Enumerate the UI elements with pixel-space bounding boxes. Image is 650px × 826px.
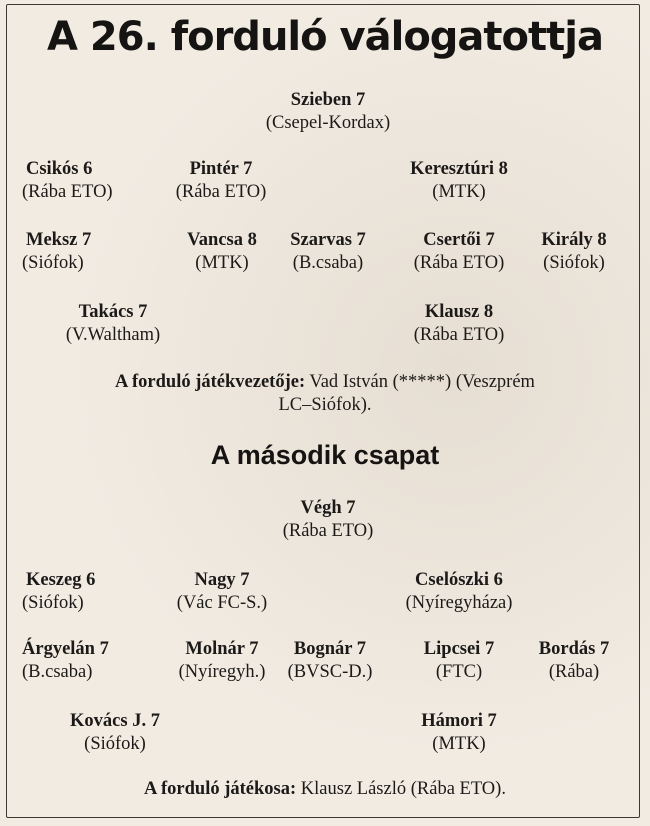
player-name: Nagy 7 [194, 570, 250, 590]
referee-value-continued: LC–Siófok). [278, 395, 372, 415]
player-name: Vancsa 8 [187, 230, 257, 250]
player-midfielder-1 [22, 229, 91, 275]
player-name: Pintér 7 [189, 159, 253, 179]
second-team-title: A második csapat [210, 440, 440, 470]
player-midfielder-4 [424, 638, 494, 684]
player-club: (Rába ETO) [22, 182, 113, 202]
player-name: Bognár 7 [293, 639, 367, 659]
player-name: Király 8 [541, 230, 607, 250]
player-club: (Rába ETO) [282, 521, 374, 541]
player-name: Klausz 8 [424, 302, 494, 322]
player-club: (MTK) [195, 253, 249, 273]
player-forward-1 [66, 301, 160, 347]
player-of-round-label: A forduló játékosa: [144, 779, 297, 799]
player-midfielder-4 [414, 229, 505, 275]
player-defender-1 [22, 569, 95, 615]
player-name: Kovács J. 7 [70, 711, 160, 731]
player-forward-1 [70, 710, 160, 756]
player-defender-1 [22, 158, 113, 204]
player-midfielder-5 [539, 638, 609, 684]
player-of-round-value: Klausz László (Rába ETO). [300, 779, 506, 799]
referee-value: Vad István (*****) (Veszprém [309, 372, 535, 392]
player-name: Hámori 7 [421, 711, 497, 731]
player-name: Árgyelán 7 [22, 639, 109, 659]
player-name: Takács 7 [78, 302, 148, 322]
player-club: (Rába ETO) [413, 325, 505, 345]
player-midfielder-5 [541, 229, 606, 275]
player-club: (Rába ETO) [413, 253, 505, 273]
referee-note [0, 371, 650, 417]
player-club: (Siófok) [22, 253, 84, 273]
player-name: Keresztúri 8 [410, 159, 508, 179]
player-goalkeeper [266, 89, 390, 135]
player-name: Csertői 7 [423, 230, 495, 250]
player-defender-2 [176, 158, 267, 204]
player-club: (BVSC-D.) [287, 662, 373, 682]
player-club: (MTK) [432, 182, 486, 202]
player-club: (Siófok) [22, 593, 84, 613]
player-club: (V.Waltham) [65, 325, 161, 345]
player-name: Keszeg 6 [26, 570, 96, 590]
player-name: Lipcsei 7 [423, 639, 495, 659]
player-name: Bordás 7 [538, 639, 610, 659]
player-defender-3 [410, 158, 508, 204]
player-club: (Csepel-Kordax) [265, 113, 391, 133]
player-goalkeeper [283, 497, 374, 543]
player-club: (Nyíregyh.) [178, 662, 266, 682]
player-defender-2 [177, 569, 267, 615]
player-name: Molnár 7 [185, 639, 259, 659]
player-forward-2 [414, 301, 505, 347]
player-of-round-note [0, 778, 650, 801]
player-club: (MTK) [432, 734, 486, 754]
player-name: Szarvas 7 [290, 230, 366, 250]
player-midfielder-2 [187, 229, 257, 275]
player-club: (Nyíregyháza) [405, 593, 513, 613]
first-team-title: A 26. forduló válogatottja [47, 14, 603, 60]
player-name: Meksz 7 [26, 230, 92, 250]
player-name: Cselószki 6 [415, 570, 503, 590]
player-club: (B.csaba) [292, 253, 364, 273]
player-club: (Siófok) [543, 253, 605, 273]
player-club: (B.csaba) [22, 662, 93, 682]
player-forward-2 [421, 710, 497, 756]
referee-label: A forduló játékvezetője: [115, 372, 306, 392]
player-club: (FTC) [435, 662, 483, 682]
player-midfielder-3 [288, 638, 373, 684]
player-midfielder-2 [179, 638, 266, 684]
player-name: Szieben 7 [290, 90, 366, 110]
player-club: (Rába) [548, 662, 600, 682]
player-club: (Siófok) [84, 734, 146, 754]
player-midfielder-1 [22, 638, 109, 684]
player-defender-3 [406, 569, 513, 615]
player-name: Csikós 6 [26, 159, 93, 179]
player-club: (Vác FC-S.) [176, 593, 268, 613]
player-club: (Rába ETO) [175, 182, 267, 202]
player-name: Végh 7 [300, 498, 356, 518]
player-midfielder-3 [290, 229, 366, 275]
